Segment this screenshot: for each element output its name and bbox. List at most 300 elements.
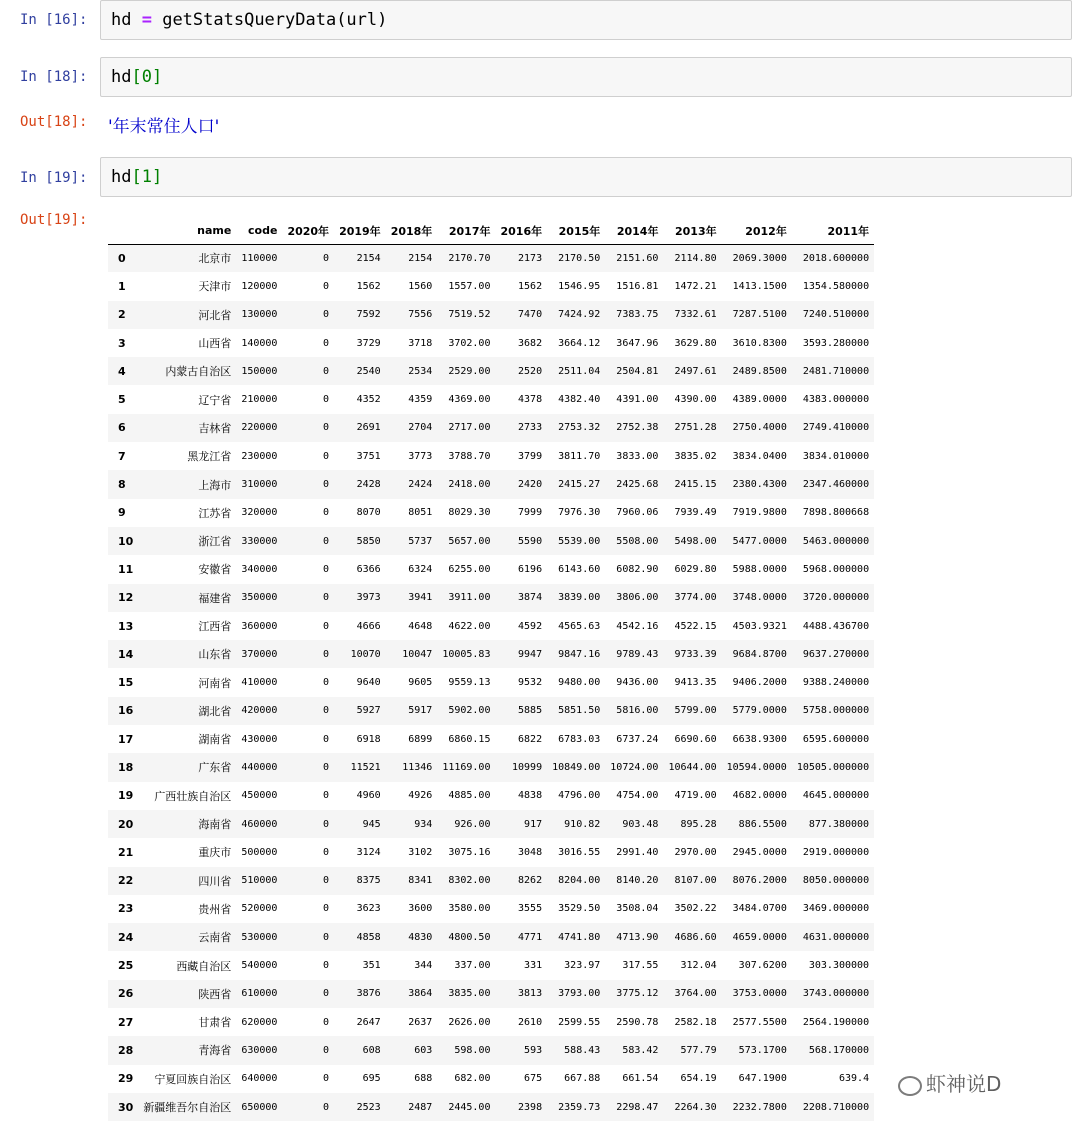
cell-name: 西藏自治区 (176, 959, 232, 973)
table-cell: 430000 (241, 733, 278, 745)
table-cell: 0 (323, 620, 330, 632)
table-row (108, 470, 874, 498)
column-header (108, 218, 138, 244)
table-cell: 2647 (356, 1016, 381, 1028)
table-cell: 307.6200 (738, 960, 787, 972)
table-cell: 9406.2000 (732, 677, 787, 689)
table-cell: 230000 (241, 450, 278, 462)
table-cell: 9388.240000 (802, 677, 870, 689)
table-cell: 4666 (356, 620, 381, 632)
code-index: [1] (131, 167, 163, 187)
table-cell: 4686.60 (674, 931, 717, 943)
table-cell: 0 (323, 1016, 330, 1028)
table-cell: 5477.0000 (732, 535, 787, 547)
table-cell: 9947 (518, 648, 543, 660)
table-cell: 8262 (518, 875, 543, 887)
table-cell: 2487 (408, 1101, 433, 1113)
table-cell: 340000 (241, 563, 278, 575)
table-cell: 3469.000000 (802, 903, 870, 915)
table-cell: 0 (323, 563, 330, 575)
table-cell: 4741.80 (558, 931, 601, 943)
cell-name: 吉林省 (198, 421, 232, 435)
row-index: 8 (118, 478, 126, 492)
table-cell: 6860.15 (448, 733, 491, 745)
table-cell: 4645.000000 (802, 790, 870, 802)
table-cell: 312.04 (680, 960, 717, 972)
table-cell: 7287.5100 (732, 309, 787, 321)
table-cell: 3835.00 (448, 988, 491, 1000)
table-cell: 7939.49 (674, 507, 717, 519)
cell-name: 福建省 (198, 591, 232, 605)
table-cell: 5498.00 (674, 535, 717, 547)
table-cell: 3753.0000 (732, 988, 787, 1000)
table-cell: 10724.00 (610, 761, 659, 773)
table-cell: 6255.00 (448, 563, 491, 575)
table-cell: 7332.61 (674, 309, 717, 321)
table-cell: 7424.92 (558, 309, 601, 321)
table-cell: 3874 (518, 592, 543, 604)
table-cell: 4858 (356, 931, 381, 943)
table-cell: 598.00 (454, 1044, 491, 1056)
table-row (108, 272, 874, 300)
cell-name: 河南省 (198, 676, 232, 690)
row-index: 18 (118, 760, 134, 774)
table-cell: 2424 (408, 479, 433, 491)
table-cell: 7383.75 (616, 309, 659, 321)
table-cell: 2069.3000 (732, 252, 787, 264)
table-cell: 2752.38 (616, 422, 659, 434)
table-cell: 620000 (241, 1016, 278, 1028)
table-cell: 360000 (241, 620, 278, 632)
table-row (108, 612, 874, 640)
column-header: 2018年 (386, 218, 438, 244)
code-index: [0] (131, 67, 163, 87)
table-row (108, 385, 874, 413)
table-cell: 317.55 (622, 960, 659, 972)
table-cell: 661.54 (622, 1073, 659, 1085)
table-cell: 0 (323, 818, 330, 830)
table-cell: 0 (323, 1044, 330, 1056)
table-cell: 3629.80 (674, 337, 717, 349)
table-cell: 2511.04 (558, 365, 601, 377)
table-cell: 4503.9321 (732, 620, 787, 632)
table-cell: 3075.16 (448, 846, 491, 858)
table-cell: 11346 (402, 761, 433, 773)
table-cell: 2232.7800 (732, 1101, 787, 1113)
cell-name: 云南省 (198, 931, 232, 945)
row-index: 23 (118, 902, 134, 916)
table-cell: 2529.00 (448, 365, 491, 377)
table-cell: 610000 (241, 988, 278, 1000)
cell-name: 重庆市 (198, 846, 232, 860)
table-cell: 10047 (402, 648, 433, 660)
table-cell: 650000 (241, 1101, 278, 1113)
table-cell: 9733.39 (674, 648, 717, 660)
row-index: 20 (118, 817, 134, 831)
table-cell: 583.42 (622, 1044, 659, 1056)
table-cell: 5850 (356, 535, 381, 547)
table-cell: 2970.00 (674, 846, 717, 858)
table-cell: 6143.60 (558, 563, 601, 575)
table-cell: 2170.50 (558, 252, 601, 264)
table-cell: 3664.12 (558, 337, 601, 349)
table-cell: 3835.02 (674, 450, 717, 462)
table-cell: 5463.000000 (802, 535, 870, 547)
table-cell: 5816.00 (616, 705, 659, 717)
table-cell: 6029.80 (674, 563, 717, 575)
table-cell: 2420 (518, 479, 543, 491)
table-cell: 8107.00 (674, 875, 717, 887)
table-cell: 1516.81 (616, 280, 659, 292)
cell-name: 广西壮族自治区 (154, 789, 232, 803)
table-cell: 2481.710000 (802, 365, 870, 377)
table-cell: 3600 (408, 903, 433, 915)
code-cell-18[interactable] (100, 57, 1072, 97)
table-cell: 1354.580000 (802, 280, 870, 292)
table-cell: 2114.80 (674, 252, 717, 264)
table-row (108, 810, 874, 838)
table-cell: 4771 (518, 931, 543, 943)
table-cell: 0 (323, 790, 330, 802)
table-cell: 3876 (356, 988, 381, 1000)
table-cell: 0 (323, 648, 330, 660)
table-cell: 3508.04 (616, 903, 659, 915)
cell-name: 河北省 (198, 308, 232, 322)
table-cell: 2750.4000 (732, 422, 787, 434)
table-cell: 9532 (518, 677, 543, 689)
table-cell: 3729 (356, 337, 381, 349)
row-index: 21 (118, 845, 134, 859)
table-cell: 2534 (408, 365, 433, 377)
column-header: 2017年 (437, 218, 495, 244)
table-row (108, 895, 874, 923)
table-cell: 3834.0400 (732, 450, 787, 462)
cell-name: 天津市 (198, 280, 232, 294)
table-cell: 934 (414, 818, 433, 830)
table-cell: 1562 (356, 280, 381, 292)
cell-name: 四川省 (198, 874, 232, 888)
table-cell: 140000 (241, 337, 278, 349)
table-cell: 9605 (408, 677, 433, 689)
table-cell: 2151.60 (616, 252, 659, 264)
dataframe-table (108, 218, 874, 1121)
table-cell: 120000 (241, 280, 278, 292)
table-cell: 8204.00 (558, 875, 601, 887)
cell-name: 江西省 (198, 620, 232, 633)
table-cell: 520000 (241, 903, 278, 915)
table-cell: 370000 (241, 648, 278, 660)
table-cell: 110000 (241, 252, 278, 264)
table-cell: 2520 (518, 365, 543, 377)
table-cell: 3502.22 (674, 903, 717, 915)
table-cell: 7592 (356, 309, 381, 321)
row-index: 10 (118, 534, 134, 548)
table-cell: 2415.15 (674, 479, 717, 491)
table-cell: 337.00 (454, 960, 491, 972)
output-prompt-19: Out[19]: (20, 212, 88, 228)
table-cell: 7999 (518, 507, 543, 519)
row-index: 24 (118, 930, 134, 944)
table-cell: 4542.16 (616, 620, 659, 632)
table-cell: 6082.90 (616, 563, 659, 575)
table-cell: 2173 (518, 252, 543, 264)
table-cell: 695 (362, 1073, 381, 1085)
table-cell: 11521 (350, 761, 381, 773)
output-string: '年末常住人口' (108, 117, 220, 137)
table-cell: 8029.30 (448, 507, 491, 519)
table-cell: 4754.00 (616, 790, 659, 802)
table-cell: 4659.0000 (732, 931, 787, 943)
table-cell: 7470 (518, 309, 543, 321)
column-header: code (236, 218, 282, 244)
table-cell: 3774.00 (674, 592, 717, 604)
table-cell: 5657.00 (448, 535, 491, 547)
table-row (108, 753, 874, 781)
cell-name: 山西省 (198, 337, 232, 351)
table-cell: 150000 (241, 365, 278, 377)
row-index: 4 (118, 364, 126, 378)
table-cell: 10070 (350, 648, 381, 660)
table-cell: 4592 (518, 620, 543, 632)
table-row (108, 555, 874, 583)
table-cell: 9413.35 (674, 677, 717, 689)
table-cell: 3973 (356, 592, 381, 604)
table-cell: 1546.95 (558, 280, 601, 292)
column-header: 2015年 (547, 218, 605, 244)
table-cell: 3748.0000 (732, 592, 787, 604)
table-cell: 5590 (518, 535, 543, 547)
table-cell: 5799.00 (674, 705, 717, 717)
table-cell: 2749.410000 (802, 422, 870, 434)
table-cell: 2637 (408, 1016, 433, 1028)
table-cell: 3773 (408, 450, 433, 462)
table-cell: 4378 (518, 394, 543, 406)
table-cell: 4800.50 (448, 931, 491, 943)
table-cell: 320000 (241, 507, 278, 519)
table-cell: 4926 (408, 790, 433, 802)
row-index: 25 (118, 959, 134, 973)
table-cell: 0 (323, 252, 330, 264)
table-cell: 608 (362, 1044, 381, 1056)
table-cell: 3124 (356, 846, 381, 858)
row-index: 26 (118, 987, 134, 1001)
table-cell: 3833.00 (616, 450, 659, 462)
table-cell: 3775.12 (616, 988, 659, 1000)
table-cell: 4565.63 (558, 620, 601, 632)
code-token: hd (111, 67, 132, 87)
table-cell: 2445.00 (448, 1101, 491, 1113)
row-index: 0 (118, 251, 126, 265)
row-index: 19 (118, 789, 134, 803)
column-header: 2020年 (282, 218, 334, 244)
table-row (108, 725, 874, 753)
table-cell: 330000 (241, 535, 278, 547)
table-cell: 3743.000000 (802, 988, 870, 1000)
column-header: 2019年 (334, 218, 386, 244)
table-cell: 0 (323, 592, 330, 604)
table-cell: 5917 (408, 705, 433, 717)
row-index: 14 (118, 647, 134, 661)
table-cell: 2154 (408, 252, 433, 264)
table-cell: 2564.190000 (802, 1016, 870, 1028)
table-cell: 4359 (408, 394, 433, 406)
cell-name: 甘肃省 (198, 1016, 232, 1030)
cell-name: 陕西省 (198, 987, 232, 1001)
table-row (108, 867, 874, 895)
code-token: getStatsQueryData(url) (151, 10, 388, 30)
table-cell: 4352 (356, 394, 381, 406)
table-cell: 593 (524, 1044, 543, 1056)
table-cell: 917 (524, 818, 543, 830)
table-cell: 4713.90 (616, 931, 659, 943)
input-prompt-16: In [16]: (20, 12, 88, 28)
table-cell: 945 (362, 818, 381, 830)
table-cell: 7240.510000 (802, 309, 870, 321)
table-cell: 2599.55 (558, 1016, 601, 1028)
table-cell: 4682.0000 (732, 790, 787, 802)
table-cell: 2428 (356, 479, 381, 491)
table-cell: 220000 (241, 422, 278, 434)
table-cell: 2504.81 (616, 365, 659, 377)
table-cell: 0 (323, 365, 330, 377)
table-cell: 4622.00 (448, 620, 491, 632)
table-cell: 130000 (241, 309, 278, 321)
table-cell: 3048 (518, 846, 543, 858)
table-row (108, 1093, 874, 1121)
table-cell: 2582.18 (674, 1016, 717, 1028)
table-cell: 460000 (241, 818, 278, 830)
table-cell: 2380.4300 (732, 479, 787, 491)
table-cell: 344 (414, 960, 433, 972)
table-cell: 540000 (241, 960, 278, 972)
row-index: 11 (118, 562, 134, 576)
table-cell: 3718 (408, 337, 433, 349)
table-cell: 0 (323, 479, 330, 491)
watermark-text: 虾神说D (926, 1072, 1002, 1096)
table-cell: 0 (323, 875, 330, 887)
table-cell: 1413.1500 (732, 280, 787, 292)
table-cell: 2626.00 (448, 1016, 491, 1028)
table-cell: 8140.20 (616, 875, 659, 887)
cell-name: 山东省 (198, 648, 232, 662)
code-cell-19[interactable] (100, 157, 1072, 197)
table-cell: 568.170000 (808, 1044, 870, 1056)
table-cell: 2425.68 (616, 479, 659, 491)
table-cell: 0 (323, 988, 330, 1000)
table-cell: 0 (323, 1101, 330, 1113)
table-cell: 877.380000 (808, 818, 870, 830)
table-cell: 6822 (518, 733, 543, 745)
table-cell: 0 (323, 846, 330, 858)
table-cell: 3793.00 (558, 988, 601, 1000)
table-cell: 630000 (241, 1044, 278, 1056)
table-cell: 2733 (518, 422, 543, 434)
table-cell: 0 (323, 903, 330, 915)
table-cell: 0 (323, 705, 330, 717)
table-cell: 10999 (512, 761, 543, 773)
table-row (108, 668, 874, 696)
table-cell: 8302.00 (448, 875, 491, 887)
table-cell: 351 (362, 960, 381, 972)
table-cell: 2489.8500 (732, 365, 787, 377)
table-cell: 2018.600000 (802, 252, 870, 264)
cell-name: 上海市 (198, 478, 232, 492)
table-cell: 10644.00 (668, 761, 717, 773)
table-cell: 440000 (241, 761, 278, 773)
table-cell: 654.19 (680, 1073, 717, 1085)
table-cell: 2398 (518, 1101, 543, 1113)
table-cell: 1562 (518, 280, 543, 292)
cell-name: 贵州省 (198, 902, 232, 916)
table-cell: 3647.96 (616, 337, 659, 349)
table-cell: 2540 (356, 365, 381, 377)
table-cell: 10849.00 (552, 761, 601, 773)
table-cell: 2359.73 (558, 1101, 601, 1113)
table-cell: 2347.460000 (802, 479, 870, 491)
table-cell: 0 (323, 309, 330, 321)
row-index: 27 (118, 1015, 134, 1029)
table-cell: 9480.00 (558, 677, 601, 689)
table-cell: 500000 (241, 846, 278, 858)
table-cell: 603 (414, 1044, 433, 1056)
column-header: 2011年 (792, 218, 874, 244)
row-index: 1 (118, 279, 126, 293)
table-row (108, 301, 874, 329)
table-row (108, 499, 874, 527)
row-index: 15 (118, 676, 134, 690)
table-cell: 7976.30 (558, 507, 601, 519)
table-cell: 3529.50 (558, 903, 601, 915)
table-cell: 3682 (518, 337, 543, 349)
cell-name: 湖南省 (198, 733, 232, 747)
table-cell: 688 (414, 1073, 433, 1085)
column-header: 2013年 (663, 218, 721, 244)
table-cell: 2497.61 (674, 365, 717, 377)
code-cell-16[interactable] (100, 0, 1072, 40)
table-cell: 2945.0000 (732, 846, 787, 858)
table-cell: 4391.00 (616, 394, 659, 406)
table-cell: 7919.9800 (732, 507, 787, 519)
table-cell: 323.97 (564, 960, 601, 972)
table-cell: 910.82 (564, 818, 601, 830)
input-prompt-18: In [18]: (20, 69, 88, 85)
table-row (108, 951, 874, 979)
table-cell: 3941 (408, 592, 433, 604)
table-cell: 640000 (241, 1073, 278, 1085)
table-cell: 6737.24 (616, 733, 659, 745)
table-cell: 2751.28 (674, 422, 717, 434)
table-cell: 2523 (356, 1101, 381, 1113)
table-cell: 5885 (518, 705, 543, 717)
table-cell: 9847.16 (558, 648, 601, 660)
table-cell: 9436.00 (616, 677, 659, 689)
code-token: hd (111, 167, 132, 187)
table-cell: 3580.00 (448, 903, 491, 915)
table-cell: 4382.40 (558, 394, 601, 406)
table-cell: 2264.30 (674, 1101, 717, 1113)
cell-name: 内蒙古自治区 (165, 365, 232, 379)
table-cell: 3839.00 (558, 592, 601, 604)
table-cell: 3484.0700 (732, 903, 787, 915)
table-cell: 303.300000 (808, 960, 870, 972)
cell-name: 安徽省 (198, 563, 232, 577)
column-header: name (138, 218, 236, 244)
table-cell: 9640 (356, 677, 381, 689)
cell-name: 海南省 (198, 818, 232, 832)
table-cell: 0 (323, 280, 330, 292)
table-row (108, 527, 874, 555)
table-cell: 8341 (408, 875, 433, 887)
